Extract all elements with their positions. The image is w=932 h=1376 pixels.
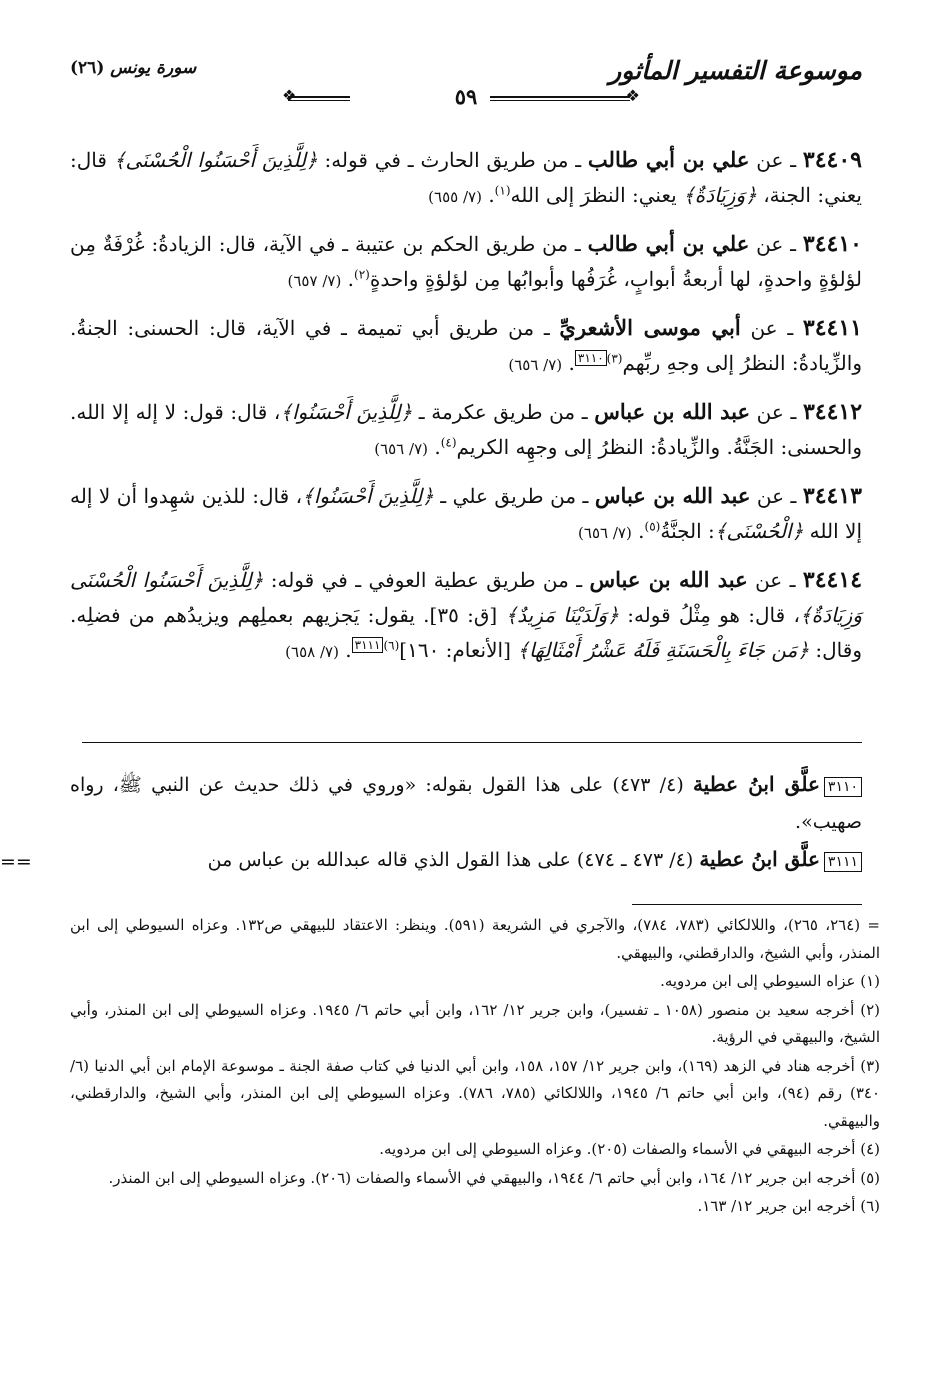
entry-text: .: [434, 435, 441, 459]
commentary-text: (٤/ ٤٧٣) على هذا القول بقوله: «وروي في ذلك حديث عن النبي ﷺ، رواه صهيب».: [70, 774, 862, 833]
header-rule-left: [288, 96, 350, 101]
narration-entry: ٣٤٤١٢ ـ عن عبد الله بن عباس ـ من طريق عكرمة ـ ﴿لِلَّذِينَ أَحْسَنُوا﴾، قال: قول: لا إله إلا الله. والحسنى: الجَنَّةُ. والزِّيادةُ: النظرُ إلى وجهِه الكريم$^{(٤)}$. (٧/ ٦٥٦): [70, 399, 863, 459]
footnote-ref[interactable]: (١): [494, 183, 511, 198]
entry-text: ـ من طريق الحارث ـ في قوله:: [317, 148, 588, 172]
narrations: [70, 142, 862, 681]
narration-entry: ٣٤٤١٤ ـ عن عبد الله بن عباس ـ من طريق عطية العوفي ـ في قوله: ﴿لِلَّذِينَ أَحْسَنُوا الْحُسْنَى وَزِيَادَةٌ﴾، قال: هو مِثْلُ قوله: ﴿وَلَدَيْنَا مَزِيدٌ﴾ [ق: ٣٥]. يقول: يَجزيهم بعملِهم ويزيدُهم من فضلِه. وقال: ﴿مَن جَاءَ بِالْحَسَنَةِ فَلَهُ عَشْرُ أَمْثَالِهَا﴾ [الأنعام: ١٦٠]$^{(٦)}$٣١١١. (٧/ ٦٥٨): [70, 567, 863, 662]
commentary-mark: ٣١١٠: [824, 777, 862, 797]
surah-title: [70, 58, 196, 78]
narrator: أبي موسى الأشعريِّ: [559, 315, 741, 340]
entry-text: ـ من طريق أبي تميمة ـ في الآية، قال: الحسنى: الجنةُ. والزِّيادةُ: النظرُ إلى وجهِ ربِّهم: [70, 316, 862, 375]
footnote-continuation: = (٢٦٤، ٢٦٥)، واللالكائي (٧٨٣، ٧٨٤)، والآجري في الشريعة (٥٩١). وينظر: الاعتقاد للبيهقي ص١٣٢. وعزاه السيوطي إلى ابن المنذر، وأبي الشيخ، والدارقطني، والبيهقي.: [70, 916, 881, 962]
entry-text: ، قال: للذين شهِدوا أن لا إله إلا الله: [70, 484, 862, 543]
quran-quote: ﴿الْحُسْنَى﴾: [714, 519, 804, 543]
footnote-ref[interactable]: (٥): [644, 519, 661, 534]
commentary-text: (٤/ ٤٧٣ ـ ٤٧٤) على هذا القول الذي قاله عبدالله بن عباس من: [207, 849, 700, 871]
narrator: علي بن أبي طالب: [587, 147, 750, 172]
commentary-mark[interactable]: ٣١١٠: [575, 350, 607, 366]
entry-number: ٣٤٤١٣: [802, 483, 862, 509]
volume-page-ref: (٧/ ٦٥٥): [428, 188, 482, 206]
entry-number: ٣٤٤١٠: [802, 231, 862, 257]
footnote-item: (٥) أخرجه ابن جرير ١٢/ ١٦٤، وابن أبي حاتم ٦/ ١٩٤٤، والبيهقي في الأسماء والصفات (٢٠٦). وعزاه السيوطي إلى ابن المنذر.: [108, 1168, 880, 1187]
narrator: علي بن أبي طالب: [587, 231, 750, 256]
entry-number: ٣٤٤٠٩: [802, 147, 862, 173]
entry-text: ، قال: هو مِثْلُ قوله:: [618, 603, 800, 627]
narrator: عبد الله بن عباس: [589, 567, 748, 592]
quran-quote: ﴿لِلَّذِينَ أَحْسَنُوا﴾: [280, 400, 413, 424]
volume-page-ref: (٧/ ٦٥٧): [287, 272, 342, 290]
volume-page-ref: (٧/ ٦٥٦): [374, 440, 428, 458]
quran-quote: ﴿مَن جَاءَ بِالْحَسَنَةِ فَلَهُ عَشْرُ أَمْثَالِهَا﴾: [517, 638, 810, 662]
footnote-item: (٣) أخرجه هناد في الزهد (١٦٩)، وابن جرير ١٢/ ١٥٧، ١٥٨، وابن أبي الدنيا في كتاب صفة الجنة ـ موسوعة الإمام ابن أبي الدنيا (٦/ ٣٤٠) رقم (٩٤)، وابن أبي حاتم ٦/ ١٩٤٥، واللالكائي (٧٨٥، ٧٨٦). وعزاه السيوطي إلى ابن المنذر، وأبي الشيخ، والدارقطني، والبيهقي.: [70, 1056, 880, 1130]
footnote-ref[interactable]: (٢): [354, 267, 370, 282]
entry-text: .: [347, 267, 355, 291]
commentary-item: [70, 841, 862, 879]
footnote-item: (٢) أخرجه سعيد بن منصور (١٠٥٨ ـ تفسير)، وابن جرير ١٢/ ١٦٢، وابن أبي حاتم ٦/ ١٩٤٥. وعزاه السيوطي إلى ابن المنذر، وأبي الشيخ، والبيهقي في الرؤية.: [70, 1000, 881, 1046]
page-header: [70, 56, 862, 108]
commentary-separator: [82, 742, 862, 743]
entry-text: قال: يعني: الجنة،: [70, 148, 862, 207]
entry-text: [ق: ٣٥]. يقول: يَجزيهم بعملِهم ويزيدُهم من فضلِه. وقال:: [70, 603, 862, 662]
footnote-separator: [632, 904, 862, 905]
entry-number: ٣٤٤١٤: [802, 567, 863, 593]
narration-entry: ٣٤٤١٠ ـ عن علي بن أبي طالب ـ من طريق الحكم بن عتيبة ـ في الآية، قال: الزيادةُ: غُرْفَةٌ مِن لؤلؤةٍ واحدةٍ، لها أربعةُ أبوابٍ، غُرَفُها وأبوابُها مِن لؤلؤةٍ واحدةٍ$^{(٢)}$. (٧/ ٦٥٧): [70, 231, 862, 291]
entry-number: ٣٤٤١١: [802, 315, 862, 341]
surah-name: سورة يونس: [110, 58, 197, 78]
entry-text: ، قال: قول: لا إله إلا الله. والحسنى: الجَنَّةُ. والزِّيادةُ: النظرُ إلى وجهِه الكريم: [70, 400, 862, 459]
commentator: علَّق ابنُ عطية: [692, 772, 820, 796]
entry-text: ـ من طريق علي ـ: [433, 484, 595, 508]
footnote-item: (١) عزاه السيوطي إلى ابن مردويه.: [660, 972, 880, 990]
narration-entry: ٣٤٤٠٩ ـ عن علي بن أبي طالب ـ من طريق الحارث ـ في قوله: ﴿لِلَّذِينَ أَحْسَنُوا الْحُسْنَى﴾ قال: يعني: الجنة، ﴿وَزِيَادَةٌ﴾ يعني: النظرَ إلى الله$^{(١)}$. (٧/ ٦٥٥): [70, 147, 862, 207]
quran-quote: ﴿لِلَّذِينَ أَحْسَنُوا﴾: [302, 484, 434, 508]
entry-text: يعني: النظرَ إلى الله: [510, 183, 684, 207]
entry-text: .: [568, 351, 575, 375]
continuation-marker: ==: [0, 851, 32, 873]
entry-number: ٣٤٤١٢: [802, 399, 863, 425]
footnote-item: (٤) أخرجه البيهقي في الأسماء والصفات (٢٠٥). وعزاه السيوطي إلى ابن مردويه.: [379, 1140, 880, 1158]
entry-text: .: [488, 183, 495, 207]
entry-text: .: [638, 519, 645, 543]
narration-entry: ٣٤٤١١ ـ عن أبي موسى الأشعريِّ ـ من طريق أبي تميمة ـ في الآية، قال: الحسنى: الجنةُ. والزِّيادةُ: النظرُ إلى وجهِ ربِّهم$^{(٣)}$٣١١٠. (٧/ ٦٥٦): [70, 315, 862, 375]
commentary-section: [70, 766, 862, 879]
quran-quote: ﴿لِلَّذِينَ أَحْسَنُوا الْحُسْنَى﴾: [113, 148, 318, 172]
book-title: موسوعة التفسير المأثور: [609, 56, 862, 85]
ornament-right-icon: ❖: [625, 86, 640, 105]
footnotes: [70, 912, 880, 1222]
quran-quote: ﴿وَزِيَادَةٌ﴾: [683, 183, 757, 207]
volume-page-ref: (٧/ ٦٥٨): [285, 643, 339, 661]
footnote-ref[interactable]: (٣): [606, 351, 623, 366]
entry-text: : الجنَّةُ: [660, 519, 715, 543]
ornament-left-icon: ❖: [282, 86, 297, 105]
volume-page-ref: (٧/ ٦٥٦): [578, 524, 632, 542]
page-number: ٥٩: [445, 84, 488, 109]
entry-text: ـ من طريق عطية العوفي ـ في قوله:: [263, 568, 590, 592]
narration-entry: ٣٤٤١٣ ـ عن عبد الله بن عباس ـ من طريق علي ـ ﴿لِلَّذِينَ أَحْسَنُوا﴾، قال: للذين شهِدوا أن لا إله إلا الله ﴿الْحُسْنَى﴾: الجنَّةُ$^{(٥)}$. (٧/ ٦٥٦): [70, 483, 862, 543]
commentary-item: [70, 766, 862, 841]
entry-text: ـ من طريق عكرمة ـ: [412, 400, 595, 424]
commentary-mark: ٣١١١: [824, 852, 862, 872]
entry-text: .: [345, 638, 352, 662]
quran-quote: ﴿وَلَدَيْنَا مَزِيدٌ﴾: [505, 603, 619, 627]
entry-text: ـ من طريق الحكم بن عتيبة ـ في الآية، قال: الزيادةُ: غُرْفَةٌ مِن لؤلؤةٍ واحدةٍ، لها أربعةُ أبوابٍ، غُرَفُها وأبوابُها مِن لؤلؤةٍ واحدةٍ: [70, 232, 862, 291]
commentary-mark[interactable]: ٣١١١: [352, 637, 384, 653]
footnote-ref[interactable]: (٤): [440, 435, 457, 450]
quran-quote: ﴿لِلَّذِينَ أَحْسَنُوا الْحُسْنَى وَزِيَادَةٌ﴾: [70, 568, 862, 627]
header-rule-right: [490, 96, 630, 101]
commentator: علَّق ابنُ عطية: [699, 847, 820, 871]
volume-page-ref: (٧/ ٦٥٦): [508, 356, 563, 374]
surah-number: (٢٦): [70, 58, 105, 78]
footnote-ref[interactable]: (٦): [383, 638, 400, 653]
narrator: عبد الله بن عباس: [594, 483, 751, 508]
entry-text: [الأنعام: ١٦٠]: [399, 638, 518, 662]
narrator: عبد الله بن عباس: [594, 399, 751, 424]
footnote-item: (٦) أخرجه ابن جرير ١٢/ ١٦٣.: [697, 1197, 880, 1215]
